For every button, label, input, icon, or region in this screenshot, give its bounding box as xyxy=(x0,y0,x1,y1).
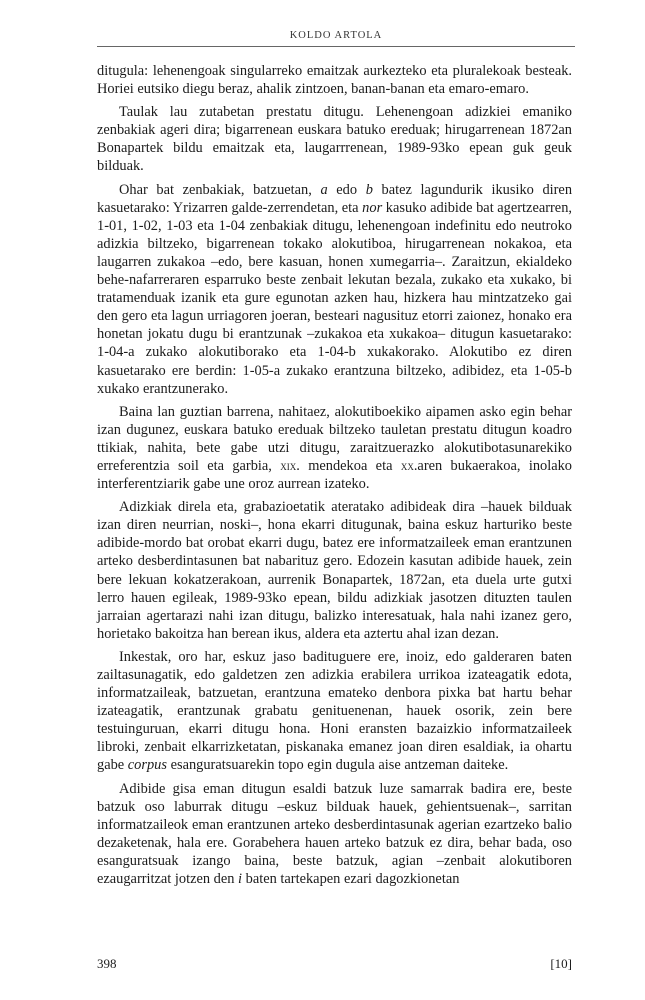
p3-b-letter: b xyxy=(365,181,373,198)
p3-a-letter: a xyxy=(320,181,328,198)
paragraph-7 xyxy=(97,780,572,889)
p4-century-20: xx xyxy=(400,457,414,473)
body-text xyxy=(97,62,572,893)
paragraph-1: ditugula: lehenengoak singularreko emaitzak aurkezteko eta pluralekoak besteak. Horiei eutsiko diegu beraz, ahalik zintzoen, banan-banan eta emaro-emaro. xyxy=(97,63,572,98)
p6-corpus-word: corpus xyxy=(127,757,167,774)
p7-text-1: Adibide gisa eman ditugun esaldi batzuk luze samarrak badira ere, beste batzuk oso laburrak ditugu –eskuz bilduak hauek, gehientsuenak–, sarritan informatzaileok eman erantzunen arteko desberdintasunak agerian ezartzeko balio dezaketenak, hala ere. Gorabehera hauen arteko batzuk ez dira, behar bada, oso esanguratsuak izango baina, beste batzuk, agian –zenbait alokutiboren ezaugarritzat jotzen den xyxy=(97,780,572,888)
p6-text-2: esanguratsuarekin topo egin dugula aise antzeman daiteke. xyxy=(170,757,509,774)
p3-text-3: batez lagundurik ikusiko diren kasuetarako: Yrizarren galde-zerrendetan, eta xyxy=(97,181,573,216)
p3-text-4: kasuko adibide bat agertzearren, 1-01, 1-02, 1-03 eta 1-04 zenbakiak ditugu, lehenengoan indefinitu edo neutroko adizkia biltzeko, bigarrenean tokako alokutiboa, hirugarrenean nokakoa, eta laugarren zukakoa –edo, bere kasuan, honen xumegarria–. Zaraitzun, ekialdeko behe-nafarreraren esparruko beste zenbait lekutan bezala, zukako eta xukako, bi tratamenduak izanik eta gure egunotan azken hau, hizkera hau mintzatzeko gai den gero eta lagun urriagoren joeran, besteari nagusituz etorri zaionez, honako era honetan jokatu dugu bi erantzunak –zukakoa eta xukakoa– ditugun kasuetarako: 1-04-a zukako alokutiborako eta 1-04-b xukakorako. Alokutibo ez diren kasuetarako ere berdin: 1-05-a zukako erantzuna biltzeko, adibidez, eta 1-05-b xukako erantzunerako. xyxy=(97,199,572,397)
p4-text-1: Baina lan guztian barrena, nahitaez, alokutiboekiko aipamen asko egin behar izan dugunez, euskara batuko ereduak biltzeko tauletan prestatu ditugun koadro ttikiak, nahita, bete gabe utzi ditugu, zaraitzuerazko alokutibotasunarekiko erreferentzia soil eta garbia, xyxy=(97,403,572,474)
p6-text-1: Inkestak, oro har, eskuz jaso badituguere ere, inoiz, edo galderaren baten zailtasunagatik, edo galdetzen zen adizkia erabilera urrikoa izateagatik edota, informatzaileak, batzuetan, erantzuna emateko denbora pixka bat hartu behar izateagatik, erantzunak grabatu genituenenan, hauek osorik, zein bere testuinguruan, ekarri ditugu hona. Honi eransten bazaizkio informatzaileek libroki, zenbait elkarrizketatan, piskanaka emanez joan diren esaldiak, ia ohartu gabe xyxy=(97,648,572,774)
p3-nor-word: nor xyxy=(362,199,383,216)
p7-i-letter: i xyxy=(238,871,243,888)
section-number: [10] xyxy=(550,956,572,971)
page-number: 398 xyxy=(97,956,117,971)
p7-text-2: baten tartekapen ezari dagozkionetan xyxy=(245,871,460,888)
p3-text-2: edo xyxy=(336,181,358,198)
paragraph-6 xyxy=(97,648,572,775)
paragraph-5: Adizkiak direla eta, grabazioetatik ateratako adibideak dira –hauek bilduak izan diren neurrian, noski–, hona ekarri ditugunak, baina eskuz harturiko beste adibide-mordo bat orobat ekarri dugu, batez ere informatzaileek eman erantzunen arteko desberdintasunen bat nabarituz gero. Edozein kasutan adibide hauek, zein bere lekuan kokatzerakoan, aurrenik Bonapartek, 1872an, eta duela urte gutxi lerro hauen egileak, 1989-93ko epean, bildu adizkiak jasotzen dituzten taulen jarraian agertarazi nahi izan ditugu, balizko interesatuak, hala nahi izanez gero, horietako bakoitza han berean ikus, aldera eta aztertu ahal izan dezan. xyxy=(97,499,572,642)
header-rule xyxy=(97,46,575,47)
p4-text-2: . mendekoa eta xyxy=(296,457,393,474)
paragraph-3 xyxy=(97,181,572,398)
running-head: KOLDO ARTOLA xyxy=(289,30,383,41)
p3-text-1: Ohar bat zenbakiak, batzuetan, xyxy=(119,181,312,198)
p4-century-19: xix xyxy=(280,457,297,473)
paragraph-2: Taulak lau zutabetan prestatu ditugu. Lehenengoan adizkiei emaniko zenbakiak ageri dira; bigarrenean euskara batuko ereduak; hirugarrenean 1872an Bonapartek bildu emaitzak eta, laugarrrenean, 1989-93ko epean guk geuk bilduak. xyxy=(97,104,572,175)
paragraph-4 xyxy=(97,403,572,493)
p4-text-3: .aren bukaerakoa, inolako interferentziarik gabe une oroz aurrean izateko. xyxy=(97,457,572,493)
